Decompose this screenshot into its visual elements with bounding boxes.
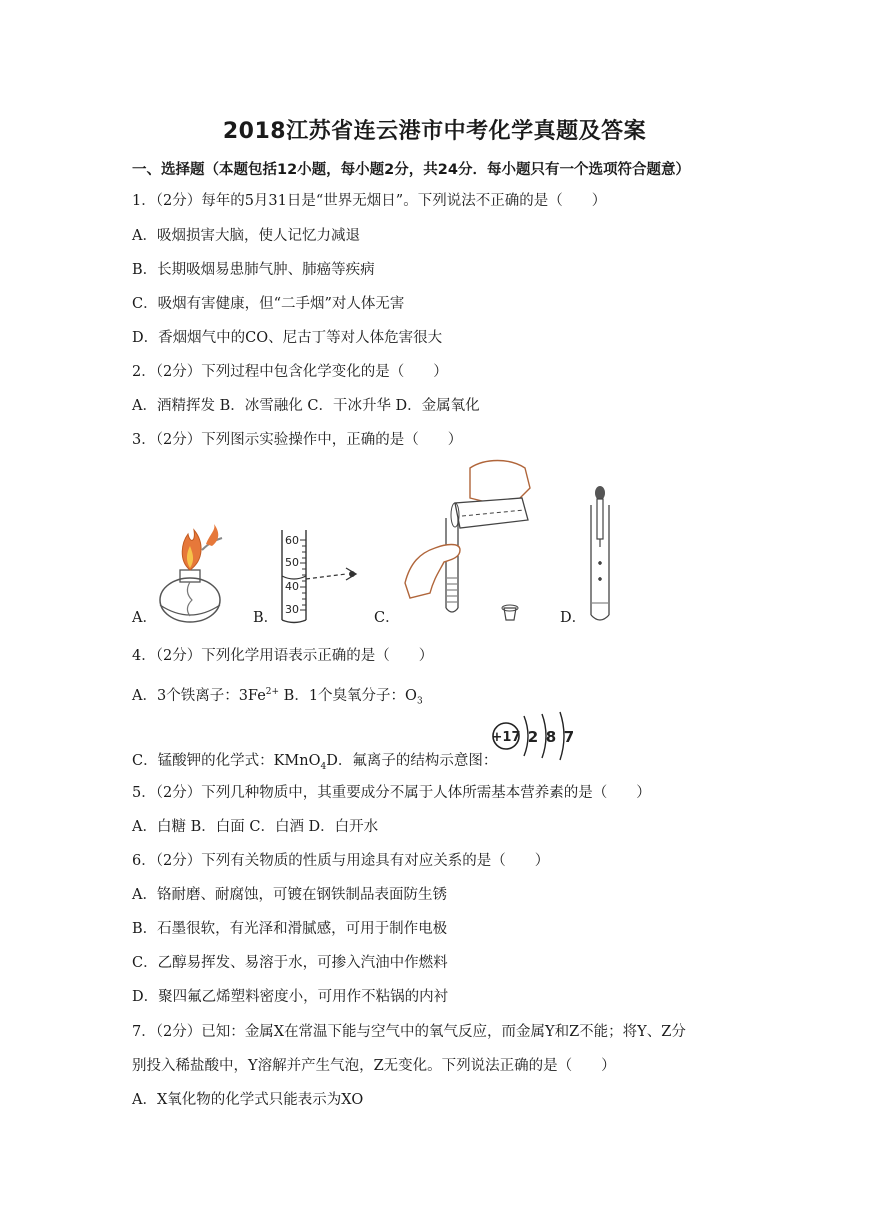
q3-label-d: D． bbox=[560, 610, 587, 626]
q1-option-a: A．吸烟损害大脑，使人记忆力减退 bbox=[132, 228, 360, 244]
q7-stem-line2: 别投入稀盐酸中，Y溶解并产生气泡，Z无变化。下列说法正确的是（ ） bbox=[132, 1058, 616, 1074]
q4-stem: 4．（2分）下列化学用语表示正确的是（ ） bbox=[132, 648, 434, 664]
atom-structure-diagram bbox=[490, 708, 580, 758]
alcohol-lamp-figure bbox=[150, 520, 245, 625]
q6-stem: 6．（2分）下列有关物质的性质与用途具有对应关系的是（ ） bbox=[132, 853, 550, 869]
q7-option-a: A．X氧化物的化学式只能表示为XO bbox=[132, 1092, 364, 1108]
pouring-liquid-figure bbox=[400, 458, 540, 628]
q3-label-a: A． bbox=[132, 610, 157, 626]
q5-options: A．白糖 B．白面 C．白酒 D．白开水 bbox=[132, 819, 379, 835]
q5-stem: 5．（2分）下列几种物质中，其重要成分不属于人体所需基本营养素的是（ ） bbox=[132, 785, 651, 801]
q1-option-d: D．香烟烟气中的CO、尼古丁等对人体危害很大 bbox=[132, 330, 443, 346]
q6-option-a: A．铬耐磨、耐腐蚀，可镀在钢铁制品表面防生锈 bbox=[132, 887, 447, 903]
cylinder-tick-50: 50 bbox=[285, 556, 299, 569]
page-title: 2018江苏省连云港市中考化学真题及答案 bbox=[222, 119, 647, 144]
q6-option-c: C．乙醇易挥发、易溶于水，可掺入汽油中作燃料 bbox=[132, 955, 448, 971]
q3-label-b: B． bbox=[253, 610, 279, 626]
q3-stem: 3．（2分）下列图示实验操作中，正确的是（ ） bbox=[132, 432, 463, 448]
cylinder-tick-40: 40 bbox=[285, 580, 299, 593]
dropper-test-tube-figure bbox=[580, 485, 620, 625]
q4-option-a-charge: 2+ bbox=[265, 687, 280, 697]
q4-options-cd bbox=[132, 751, 497, 777]
q4-options-ab bbox=[132, 682, 423, 712]
q6-option-d: D．聚四氟乙烯塑料密度小，可用作不粘锅的内衬 bbox=[132, 989, 449, 1005]
measuring-cylinder-figure bbox=[276, 530, 376, 625]
q4-option-b-subscript: 3 bbox=[416, 696, 423, 707]
cylinder-tick-60: 60 bbox=[285, 534, 299, 547]
q4-option-d: D．氟离子的结构示意图： bbox=[326, 753, 498, 769]
q4-option-c-subscript: 4 bbox=[320, 761, 327, 772]
shell-2-electrons: 8 bbox=[545, 728, 557, 746]
q1-option-b: B．长期吸烟易患肺气肿、肺癌等疾病 bbox=[132, 262, 375, 278]
section-heading: 一、选择题（本题包括12小题，每小题2分，共24分．每小题只有一个选项符合题意） bbox=[132, 162, 690, 178]
q3-label-c: C． bbox=[374, 610, 400, 626]
cylinder-tick-30: 30 bbox=[285, 603, 299, 616]
nucleus-charge: +17 bbox=[491, 730, 521, 745]
q1-stem: 1．（2分）每年的5月31日是“世界无烟日”。下列说法不正确的是（ ） bbox=[132, 193, 607, 209]
shell-1-electrons: 2 bbox=[527, 728, 539, 746]
q4-option-c: C．锰酸钾的化学式：KMnO bbox=[132, 753, 321, 769]
q7-stem-line1: 7．（2分）已知：金属X在常温下能与空气中的氧气反应，而金属Y和Z不能；将Y、Z分 bbox=[132, 1024, 686, 1040]
q4-option-b: B．1个臭氧分子：O bbox=[279, 687, 417, 704]
q2-options: A．酒精挥发 B．冰雪融化 C．干冰升华 D．金属氧化 bbox=[132, 398, 480, 414]
q2-stem: 2．（2分）下列过程中包含化学变化的是（ ） bbox=[132, 364, 448, 380]
q4-option-a: A．3个铁离子：3Fe bbox=[132, 687, 266, 704]
q1-option-c: C．吸烟有害健康，但“二手烟”对人体无害 bbox=[132, 296, 405, 312]
shell-3-electrons: 7 bbox=[563, 728, 575, 746]
q6-option-b: B．石墨很软，有光泽和滑腻感，可用于制作电极 bbox=[132, 921, 448, 937]
